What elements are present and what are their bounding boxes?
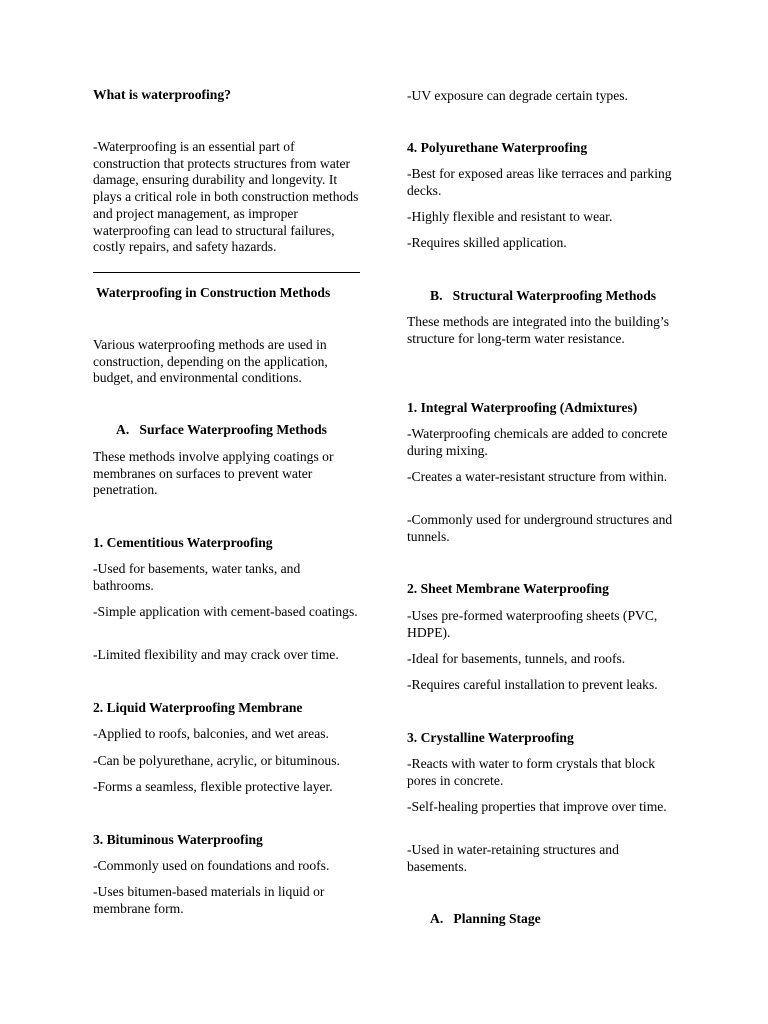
subsection-a-description: These methods involve applying coatings or membranes on surfaces to prevent water penetration. (93, 449, 334, 498)
subsection-a-marker: A. (116, 422, 130, 437)
list-item: -Ideal for basements, tunnels, and roofs. (407, 651, 626, 666)
planning-stage-title: Planning Stage (453, 911, 541, 926)
list-item: -Requires careful installation to prevent leaks. (407, 677, 658, 692)
list-item: -Creates a water-resistant structure from within. (407, 469, 668, 484)
list-item: -Uses bitumen-based materials in liquid or membrane form. (93, 884, 325, 916)
list-item: -UV exposure can degrade certain types. (407, 88, 628, 103)
section-divider (93, 272, 360, 273)
planning-stage-heading (430, 911, 700, 928)
heading-what-is-waterproofing: What is waterproofing? (93, 87, 231, 102)
list-item: -Reacts with water to form crystals that block pores in concrete. (407, 756, 656, 788)
item-liquid-membrane-title: 2. Liquid Waterproofing Membrane (93, 700, 303, 715)
subsection-b-heading (430, 288, 700, 305)
subsection-a-heading (116, 422, 386, 439)
item-bituminous-title: 3. Bituminous Waterproofing (93, 832, 263, 847)
list-item: -Best for exposed areas like terraces and parking decks. (407, 166, 672, 198)
list-item: -Can be polyurethane, acrylic, or bituminous. (93, 753, 340, 768)
list-item: -Highly flexible and resistant to wear. (407, 209, 613, 224)
subsection-a-title: Surface Waterproofing Methods (139, 422, 327, 437)
list-item: -Simple application with cement-based coatings. (93, 604, 358, 619)
list-item: -Uses pre-formed waterproofing sheets (PVC, HDPE). (407, 608, 658, 640)
list-item: -Self-healing properties that improve over time. (407, 799, 667, 814)
list-item: -Commonly used on foundations and roofs. (93, 858, 330, 873)
list-item: -Requires skilled application. (407, 235, 567, 250)
subsection-b-marker: B. (430, 288, 443, 303)
item-crystalline-title: 3. Crystalline Waterproofing (407, 730, 574, 745)
subsection-b-description: These methods are integrated into the building’s structure for long-term water resistance. (407, 314, 669, 346)
list-item: -Limited flexibility and may crack over time. (93, 647, 339, 662)
section-title-construction-methods: Waterproofing in Construction Methods (96, 285, 331, 300)
item-sheet-membrane-title: 2. Sheet Membrane Waterproofing (407, 581, 609, 596)
item-integral-title: 1. Integral Waterproofing (Admixtures) (407, 400, 638, 415)
list-item: -Used for basements, water tanks, and bathrooms. (93, 561, 301, 593)
list-item: -Applied to roofs, balconies, and wet areas. (93, 726, 329, 741)
item-cementitious-title: 1. Cementitious Waterproofing (93, 535, 273, 550)
intro-paragraph: -Waterproofing is an essential part of construction that protects structures from water damage, ensuring durability and longevity. It plays a critical role in both construction methods and project management, as improper waterproofing can lead to structural failures, costly repairs, and safety hazards. (93, 139, 359, 255)
section-intro-paragraph: Various waterproofing methods are used in construction, depending on the application, budget, and environmental conditions. (93, 337, 328, 386)
item-polyurethane-title: 4. Polyurethane Waterproofing (407, 140, 588, 155)
planning-stage-marker: A. (430, 911, 444, 926)
list-item: -Used in water-retaining structures and basements. (407, 842, 619, 874)
subsection-b-title: Structural Waterproofing Methods (452, 288, 657, 303)
list-item: -Forms a seamless, flexible protective layer. (93, 779, 333, 794)
list-item: -Waterproofing chemicals are added to concrete during mixing. (407, 426, 668, 458)
list-item: -Commonly used for underground structures and tunnels. (407, 512, 673, 544)
